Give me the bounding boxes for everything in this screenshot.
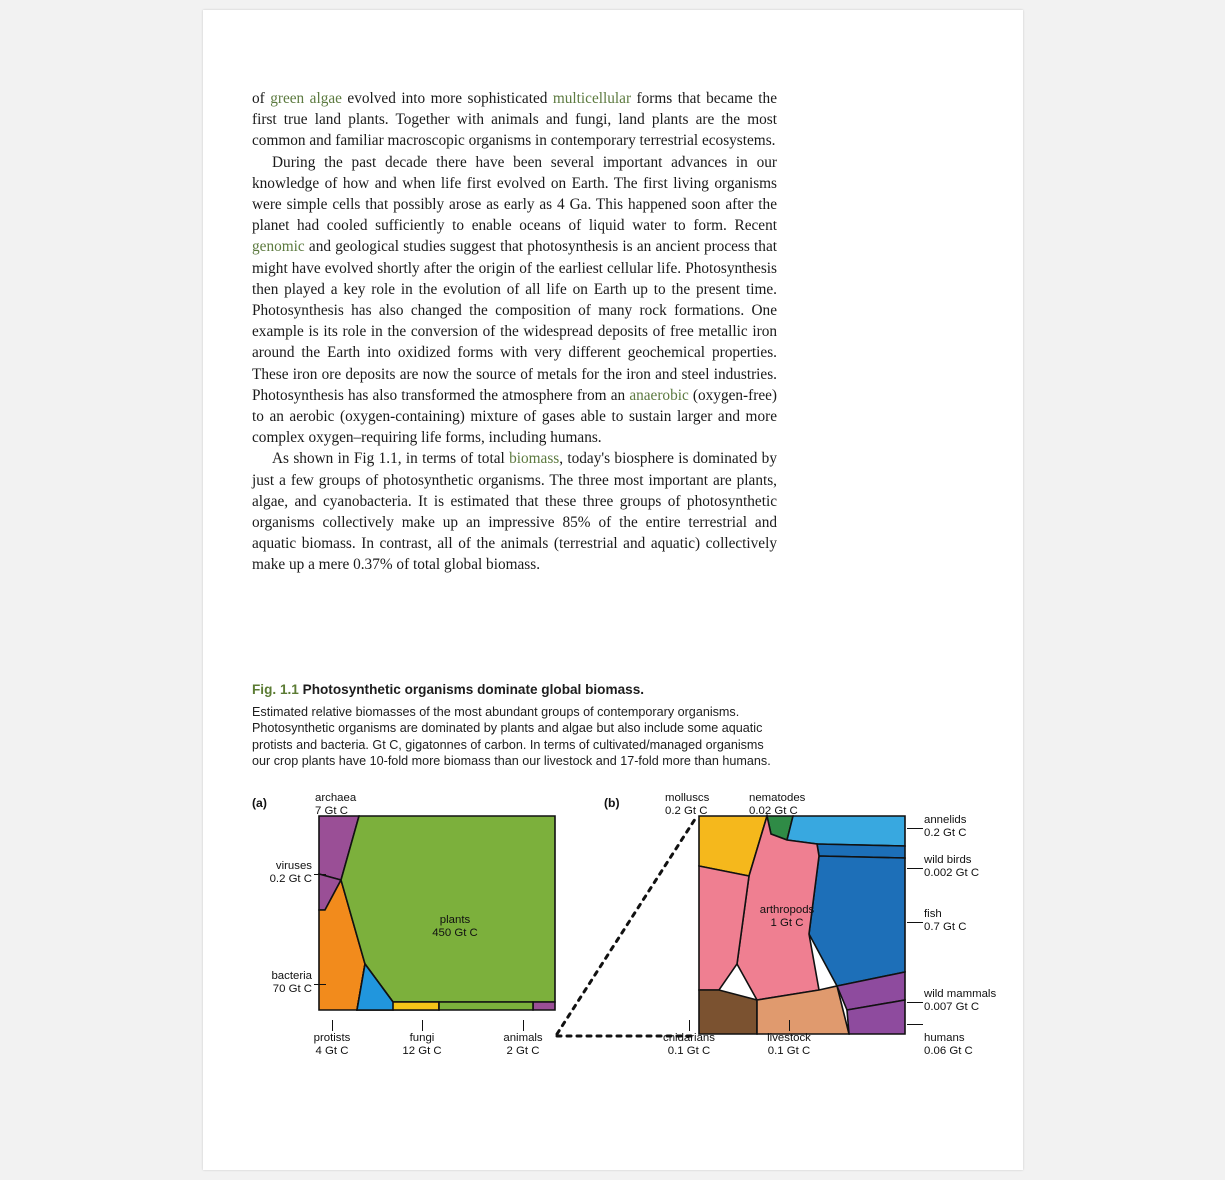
leader-cnidarians [689, 1020, 690, 1031]
keyword-anaerobic: anaerobic [629, 386, 689, 404]
label-viruses: viruses 0.2 Gt C [269, 859, 312, 886]
body-text [252, 88, 777, 576]
biomass-treemap-chart [252, 791, 997, 1092]
leader-protists [332, 1020, 333, 1031]
label-humans: humans 0.06 Gt C [924, 1031, 973, 1058]
leader-livestock [789, 1020, 790, 1031]
label-annelids: annelids 0.2 Gt C [924, 813, 967, 840]
leader-wild-birds [907, 868, 923, 869]
label-molluscs: molluscs 0.2 Gt C [665, 791, 710, 818]
leader-bacteria [314, 984, 326, 985]
label-fish: fish 0.7 Gt C [924, 907, 967, 934]
label-animals: animals 2 Gt C [503, 1031, 543, 1058]
cell-plants-strip [439, 1002, 533, 1010]
panel-a-label: (a) [252, 795, 267, 810]
figure-title: Photosynthetic organisms dominate global biomass. [302, 682, 645, 697]
document-page [203, 10, 1023, 1170]
keyword-genomic: genomic [252, 238, 305, 256]
cell-label-plants: plants 450 Gt C [432, 913, 478, 940]
leader-animals [523, 1020, 524, 1031]
panel-b-label: (b) [604, 795, 620, 810]
leader-humans [907, 1024, 923, 1025]
label-wild-birds: wild birds 0.002 Gt C [924, 853, 980, 880]
leader-viruses [314, 874, 326, 875]
label-fungi: fungi 12 Gt C [402, 1031, 442, 1058]
label-livestock: livestock 0.1 Gt C [767, 1031, 811, 1058]
label-archaea: archaea 7 Gt C [315, 791, 357, 818]
label-nematodes: nematodes 0.02 Gt C [749, 791, 806, 818]
cell-label-arthropods: arthropods 1 Gt C [759, 903, 815, 930]
keyword-green-algae: green algae [270, 90, 342, 107]
label-cnidarians: cnidarians 0.1 Gt C [663, 1031, 715, 1058]
figure-number: Fig. 1.1 [252, 682, 299, 697]
keyword-biomass: biomass [509, 450, 560, 468]
leader-wild-mammals [907, 1002, 923, 1003]
figure-caption-heading [252, 682, 782, 697]
paragraph: of green algae evolved into more sophisticated multicellular forms that became the first true land plants. Together with animals and fungi, land plants are the most common and familiar macroscopic organisms in contemporary terrestrial ecosystems. [252, 90, 777, 150]
label-bacteria: bacteria 70 Gt C [271, 969, 312, 996]
cell-cnidarians[interactable] [699, 990, 757, 1034]
paragraph: As shown in Fig 1.1, in terms of total biomass, today's biosphere is dominated by just a few groups of photosynthetic organisms. The three most important are plants, algae, and cyanobacteria. It is estimated that these three groups of photosynthetic organisms collectively make up an impressive 85% of the entire terrestrial and aquatic biomass. In contrast, all of the animals (terrestrial and aquatic) collectively make up a mere 0.37% of total global biomass. [252, 450, 777, 574]
figure-1-1 [252, 682, 997, 1092]
label-wild-mammals: wild mammals 0.007 Gt C [924, 987, 997, 1014]
figure-caption-body: Estimated relative biomasses of the most abundant groups of contemporary organisms. Photosynthetic organisms are dominated by plants and algae but also include some aquatic protists and bacteria. Gt C, gigatonnes of carbon. In terms of cultivated/managed organisms our crop plants have 10-fold more biomass than our livestock and 17-fold more than humans. [252, 705, 771, 769]
label-protists: protists 4 Gt C [313, 1031, 351, 1058]
paragraph: During the past decade there have been several important advances in our knowledge of how and when life first evolved on Earth. The first living organisms were simple cells that possibly arose as early as 4 Ga. This happened soon after the planet had cooled sufficiently to enable oceans of liquid water to form. Recent genomic and geological studies suggest that photosynthesis is an ancient process that might have evolved shortly after the origin of the earliest cellular life. Photosynthesis then played a key role in the evolution of all life on Earth up to the present time. Photosynthesis has also changed the composition of many rock formations. One example is its role in the conversion of the widespread deposits of free metallic iron around the Earth into oxidized forms with very different geochemical properties. These iron ore deposits are now the source of metals for the iron and steel industries. Photosynthesis has also transformed the atmosphere from an anaerobic (oxygen-free) to an aerobic (oxygen-containing) mixture of gases able to sustain larger and more complex oxygen–requiring life forms, including humans. [252, 153, 777, 447]
leader-annelids [907, 828, 923, 829]
keyword-multicellular: multicellular [552, 90, 632, 107]
cell-annelids[interactable] [787, 816, 905, 846]
leader-fish [907, 922, 923, 923]
leader-fungi [422, 1020, 423, 1031]
